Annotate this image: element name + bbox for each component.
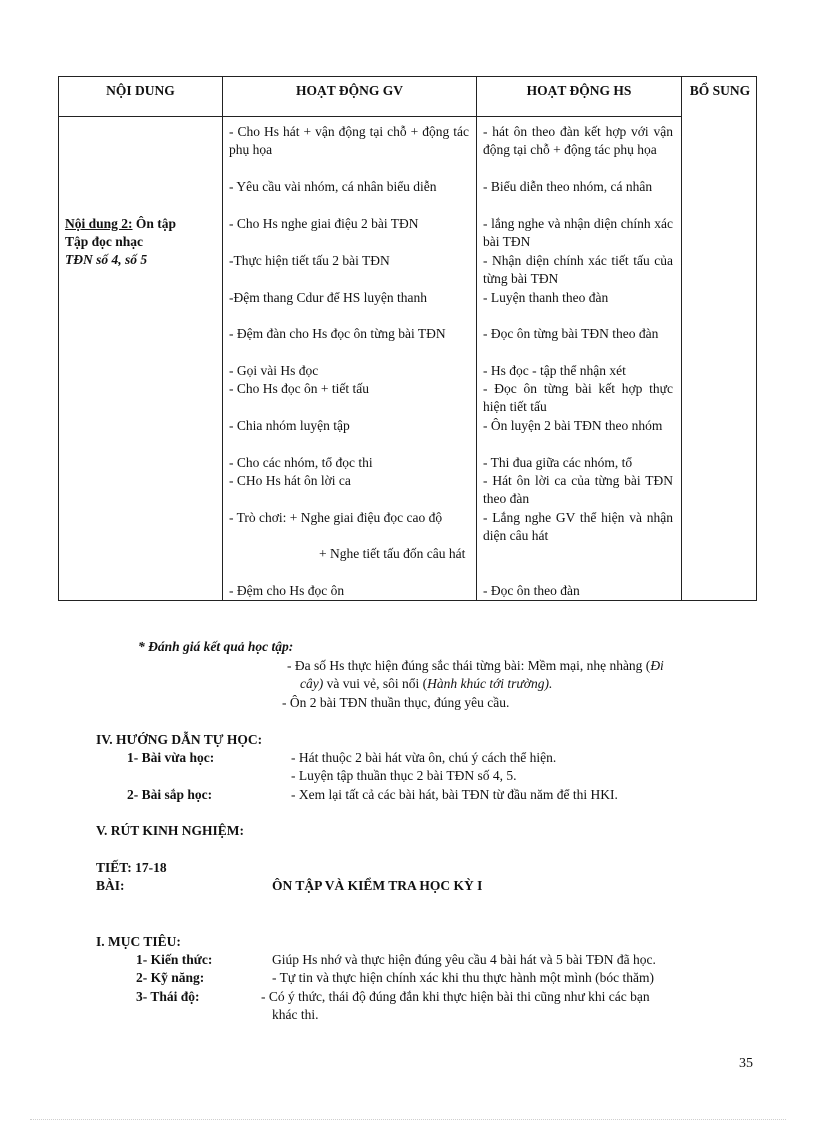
gv-item: - Đệm đàn cho Hs đọc ôn từng bài TĐN xyxy=(229,326,446,341)
gv-item: -Thực hiện tiết tấu 2 bài TĐN xyxy=(229,253,390,268)
section-4-text-2: - Xem lại tất cả các bài hát, bài TĐN từ đầu năm để thi HKI. xyxy=(291,787,618,802)
hs-item: - Đọc ôn từng bài kết hợp thực hiện tiết tấu xyxy=(483,381,673,414)
section-4-text-1a: - Hát thuộc 2 bài hát vừa ôn, chú ý cách thể hiện. xyxy=(291,750,557,765)
lesson-bai-label: BÀI: xyxy=(96,878,125,893)
hs-item: - Ôn luyện 2 bài TĐN theo nhóm xyxy=(483,418,663,433)
evaluation-heading: * Đánh giá kết quả học tập: xyxy=(138,639,294,654)
section-1-text-1: Giúp Hs nhớ và thực hiện đúng yêu cầu 4 bài hát và 5 bài TĐN đã học. xyxy=(272,952,656,967)
section-1-label-3: 3- Thái độ: xyxy=(136,989,200,1004)
header-notes: BỔ SUNG xyxy=(689,83,751,98)
gv-item: - Chia nhóm luyện tập xyxy=(229,418,350,433)
section-1-label-1: 1- Kiến thức: xyxy=(136,952,213,967)
section-1-heading: I. MỤC TIÊU: xyxy=(96,934,181,949)
section-1-text-2: - Tự tin và thực hiện chính xác khi thu thực hành một mình (bóc thăm) xyxy=(272,970,654,985)
section-4-label-2: 2- Bài sắp học: xyxy=(127,787,213,802)
gv-item: - Gọi vài Hs đọc xyxy=(229,363,319,378)
hs-item: - lắng nghe và nhận diện chính xác bài TĐN xyxy=(483,216,673,249)
page-number: 35 xyxy=(739,1056,753,1071)
section-4-text-1b: - Luyện tập thuần thục 2 bài TĐN số 4, 5. xyxy=(291,768,517,783)
gv-item: - Cho các nhóm, tổ đọc thi xyxy=(229,455,373,470)
page-footer-rule xyxy=(30,1119,786,1120)
hs-item: - Thi đua giữa các nhóm, tổ xyxy=(483,455,633,470)
evaluation-line-2: cây) và vui vẻ, sôi nổi (Hành khúc tới trường). xyxy=(300,676,553,691)
content-title: Ôn tập xyxy=(132,216,177,231)
gv-item: - Cho Hs đọc ôn + tiết tấu xyxy=(229,381,369,396)
hs-item: - Đọc ôn theo đàn xyxy=(483,583,580,598)
hs-item: - Biểu diễn theo nhóm, cá nhân xyxy=(483,179,653,194)
section-4-heading: IV. HƯỚNG DẪN TỰ HỌC: xyxy=(96,732,263,747)
gv-item: -Đệm thang Cdur để HS luyện thanh xyxy=(229,290,427,305)
evaluation-line-3: - Ôn 2 bài TĐN thuần thục, đúng yêu cầu. xyxy=(282,695,510,710)
gv-item: - Trò chơi: + Nghe giai điệu đọc cao độ xyxy=(229,510,443,525)
section-4-label-1: 1- Bài vừa học: xyxy=(127,750,215,765)
hs-item: - Nhận diện chính xác tiết tấu của từng bài TĐN xyxy=(483,253,673,286)
header-student-activity: HOẠT ĐỘNG HS xyxy=(526,83,632,98)
section-1-label-2: 2- Kỹ năng: xyxy=(136,970,205,985)
content-cell xyxy=(65,215,217,269)
gv-item: - Cho Hs hát + vận động tại chỗ + động tác phụ họa xyxy=(229,124,469,157)
hs-item: - hát ôn theo đàn kết hợp với vận động tại chỗ + động tác phụ họa xyxy=(483,124,673,157)
section-5-heading: V. RÚT KINH NGHIỆM: xyxy=(96,823,245,838)
lesson-title: ÔN TẬP VÀ KIỂM TRA HỌC KỲ I xyxy=(272,878,483,893)
header-content: NỘI DUNG xyxy=(106,83,175,98)
content-line-2: Tập đọc nhạc xyxy=(65,234,144,249)
evaluation-line-1: - Đa số Hs thực hiện đúng sắc thái từng bài: Mềm mại, nhẹ nhàng (Đi xyxy=(287,658,664,673)
hs-item: - Lắng nghe GV thể hiện và nhận diện câu hát xyxy=(483,510,673,543)
gv-item: - Yêu cầu vài nhóm, cá nhân biểu diễn xyxy=(229,179,437,194)
gv-item: - Đệm cho Hs đọc ôn xyxy=(229,583,345,598)
gv-item: - Cho Hs nghe giai điệu 2 bài TĐN xyxy=(229,216,419,231)
lesson-tiet: TIẾT: 17-18 xyxy=(96,860,167,875)
section-1-text-3b: khác thi. xyxy=(272,1007,319,1022)
hs-item: - Hs đọc - tập thể nhận xét xyxy=(483,363,626,378)
content-label: Nội dung 2: xyxy=(65,216,133,231)
hs-item: - Đọc ôn từng bài TĐN theo đàn xyxy=(483,326,659,341)
hs-item: - Hát ôn lời ca của từng bài TĐN theo đàn xyxy=(483,473,673,506)
header-teacher-activity: HOẠT ĐỘNG GV xyxy=(295,83,403,98)
section-1-text-3a: - Có ý thức, thái độ đúng đắn khi thực hiện bài thi cũng như khi các bạn xyxy=(261,989,650,1004)
gv-item: + Nghe tiết tấu đốn câu hát xyxy=(319,546,466,561)
content-line-3: TĐN số 4, số 5 xyxy=(65,252,148,267)
hs-item: - Luyện thanh theo đàn xyxy=(483,290,609,305)
lesson-table xyxy=(58,76,757,601)
gv-item: - CHo Hs hát ôn lời ca xyxy=(229,473,351,488)
